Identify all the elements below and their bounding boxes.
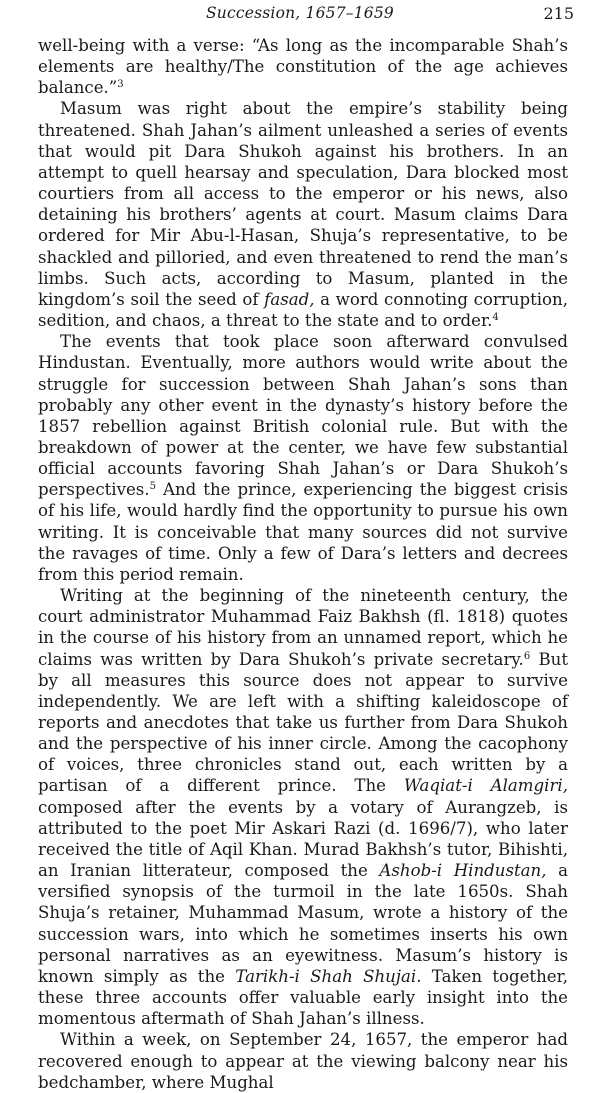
footnote-ref: 3 (117, 79, 124, 91)
text-run: composed after the events by a votary of Aurangzeb, is attributed to the poet Mir Askari Razi (d. 1696/7), who later received the title of Aqil Khan. Murad Bakhsh’s tutor, Bihishti, an Iranian litterateur, composed the (38, 797, 568, 881)
paragraph (38, 98, 568, 331)
text-run: Writing at the beginning of the nineteenth century, the court administrator Muhammad Faiz Bakhsh (fl. 1818) quotes in the course of his history from an unnamed report, which he claims was written by Dara Shukoh’s private secretary. (38, 586, 568, 669)
paragraph (38, 585, 568, 1029)
text-run: The events that took place soon afterward convulsed Hindustan. Eventually, more authors would write about the struggle for succession between Shah Jahan’s sons than probably any other event in the dynasty’s history before the 1857 rebellion against British colonial rule. But with the breakdown of power at the center, we have few substantial official accounts favoring Shah Jahan’s or Dara Shukoh’s perspectives. (38, 332, 568, 500)
paragraph (38, 1029, 568, 1092)
italic-term: Waqiat-i Alamgiri, (403, 776, 568, 796)
text-run: And the prince, experiencing the biggest crisis of his life, would hardly find the opportunity to pursue his own writing. It is conceivable that many sources did not survive the ravages of time. Only a few of Dara’s letters and decrees from this period remain. (38, 480, 568, 584)
page-number: 215 (543, 4, 574, 23)
italic-term: Tarikh-i Shah Shujai. (235, 966, 422, 986)
italic-term: fasad, (264, 289, 315, 309)
text-run: Taken together, these three accounts offer valuable early insight into the momentous aftermath of Shah Jahan’s illness. (38, 966, 568, 1029)
text-run: Within a week, on September 24, 1657, the emperor had recovered enough to appear at the viewing balcony near his bedchamber, where Mughal (38, 1030, 568, 1092)
body-text (38, 35, 568, 1093)
text-run: But by all measures this source does not appear to survive independently. We are left with a shifting kaleidoscope of reports and anecdotes that take us further from Dara Shukoh and the perspective of his inner circle. Among the cacophony of voices, three chronicles stand out, each written by a partisan of a different prince. The (38, 649, 568, 796)
text-run: well-being with a verse: “As long as the incomparable Shah’s elements are healthy/The constitution of the age achieves balance.” (38, 36, 568, 98)
text-run: a versified synopsis of the turmoil in the late 1650s. Shah Shuja’s retainer, Muhammad Masum, wrote a history of the succession wars, into which he sometimes inserts his own personal narratives as an eyewitness. Masum’s history is known simply as the (38, 861, 568, 986)
paragraph (38, 331, 568, 585)
footnote-ref: 6 (523, 650, 531, 662)
running-title: Succession, 1657–1659 (205, 4, 394, 22)
paragraph (38, 35, 568, 98)
footnote-ref: 5 (149, 481, 156, 493)
italic-term: Ashob-i Hindustan, (379, 861, 547, 881)
text-run: Masum was right about the empire’s stability being threatened. Shah Jahan’s ailment unleashed a series of events that would pit Dara Shukoh against his brothers. In an attempt to quell hearsay and speculation, Dara blocked most courtiers from all access to the emperor or his news, also detaining his brothers’ agents at court. Masum claims Dara ordered for Mir Abu-l-Hasan, Shuja’s representative, to be shackled and pilloried, and even threatened to rend the man’s limbs. Such acts, according to Masum, planted in the kingdom’s soil the seed of (38, 99, 568, 309)
text-run: a word connoting corruption, sedition, and chaos, a threat to the state and to order. (38, 289, 568, 331)
footnote-ref: 4 (492, 312, 499, 324)
running-head (0, 4, 600, 26)
